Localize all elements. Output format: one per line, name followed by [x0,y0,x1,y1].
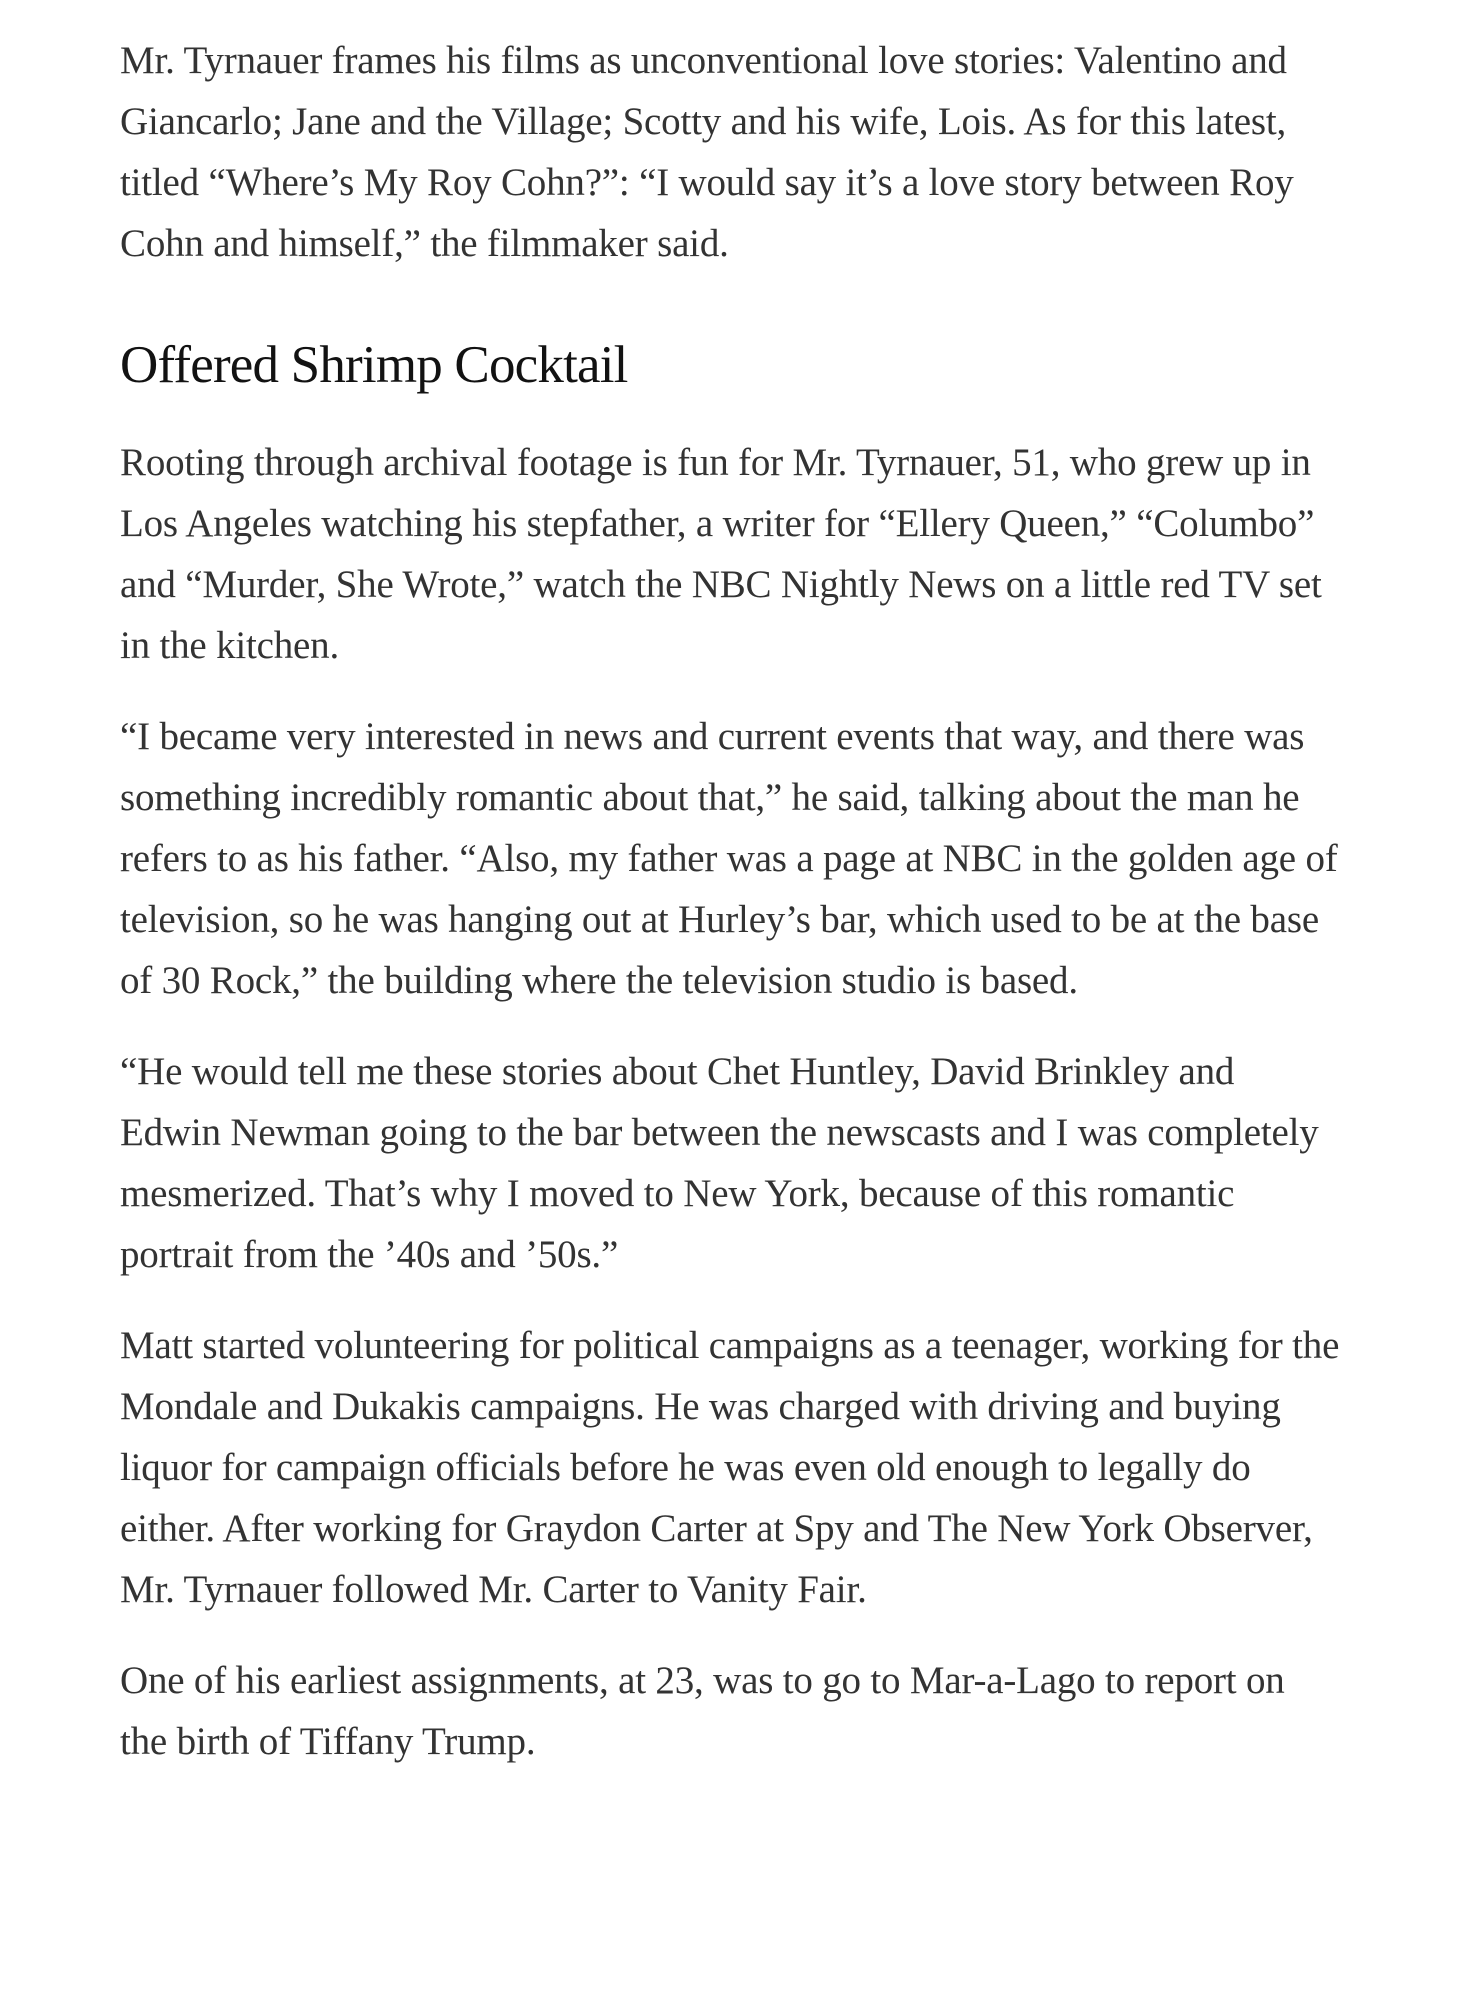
article-paragraph: Matt started volunteering for political campaigns as a teenager, working for the Mondale and Dukakis campaigns. He was charged with driving and buying liquor for campaign officials before he was even old enough to legally do either. After working for Graydon Carter at Spy and The New York Observer, Mr. Tyrnauer followed Mr. Carter to Vanity Fair. [120,1324,1340,1611]
article-paragraph: “I became very interested in news and current events that way, and there was something incredibly romantic about that,” he said, talking about the man he refers to as his father. “Also, my father was a page at NBC in the golden age of television, so he was hanging out at Hurley’s bar, which used to be at the base of 30 Rock,” the building where the television studio is based. [120,715,1338,1002]
article-paragraph: One of his earliest assignments, at 23, was to go to Mar-a-Lago to report on the birth of Tiffany Trump. [120,1659,1285,1763]
section-heading: Offered Shrimp Cocktail [120,336,628,394]
article-paragraph: “He would tell me these stories about Chet Huntley, David Brinkley and Edwin Newman going to the bar between the newscasts and I was completely mesmerized. That’s why I moved to New York, because of this romantic portrait from the ’40s and ’50s.” [120,1050,1319,1276]
article-paragraph-intro: Mr. Tyrnauer frames his films as unconventional love stories: Valentino and Giancarlo; Jane and the Village; Scotty and his wife, Lois. As for this latest, titled “Where’s My Roy Cohn?”: “I would say it’s a love story between Roy Cohn and himself,” the filmmaker said. [120,39,1294,265]
article-body [120,30,1340,1802]
article-paragraph: Rooting through archival footage is fun for Mr. Tyrnauer, 51, who grew up in Los Angeles watching his stepfather, a writer for “Ellery Queen,” “Columbo” and “Murder, She Wrote,” watch the NBC Nightly News on a little red TV set in the kitchen. [120,441,1322,667]
